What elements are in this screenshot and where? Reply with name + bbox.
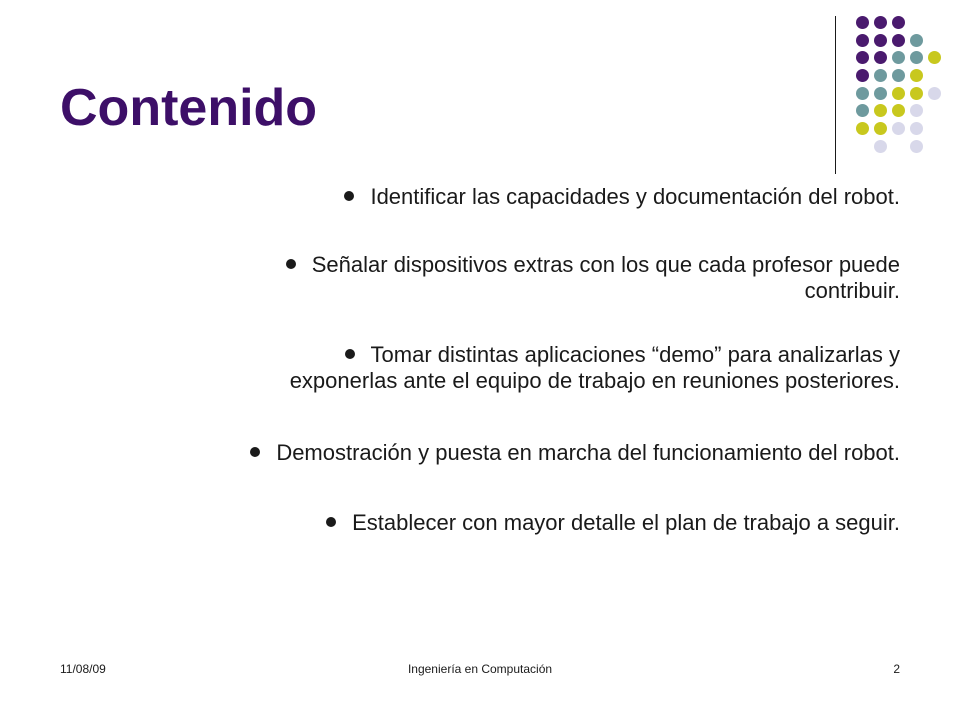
decorative-dot <box>874 122 887 135</box>
decorative-dot <box>892 69 905 82</box>
bullet-dot-icon <box>344 191 354 201</box>
bullet-dot-icon <box>326 517 336 527</box>
decorative-dot <box>856 87 869 100</box>
decorative-dot <box>928 87 941 100</box>
decorative-dot <box>910 34 923 47</box>
decorative-dot <box>874 16 887 29</box>
decorative-dot <box>910 140 923 153</box>
decorative-dot <box>892 122 905 135</box>
bullet-item <box>250 440 900 466</box>
bullet-dot-icon <box>345 349 355 359</box>
bullet-text: Establecer con mayor detalle el plan de trabajo a seguir. <box>352 510 900 535</box>
decorative-dot <box>856 16 869 29</box>
decorative-dot <box>910 69 923 82</box>
decorative-dot <box>892 34 905 47</box>
bullet-text: Tomar distintas aplicaciones “demo” para analizarlas y <box>370 342 900 367</box>
decorative-dot <box>910 51 923 64</box>
bullet-item <box>344 184 900 210</box>
bullet-item <box>326 510 900 536</box>
decorative-dot <box>892 87 905 100</box>
bullet-item <box>286 252 900 304</box>
decorative-dot <box>910 122 923 135</box>
footer-title: Ingeniería en Computación <box>407 662 553 676</box>
decorative-dot <box>856 34 869 47</box>
decorative-dot <box>874 104 887 117</box>
decorative-dot <box>928 51 941 64</box>
decorative-dot <box>874 87 887 100</box>
decorative-dot <box>874 140 887 153</box>
decorative-dot <box>910 104 923 117</box>
bullet-dot-icon <box>250 447 260 457</box>
decorative-dot <box>874 69 887 82</box>
decorative-dot <box>856 122 869 135</box>
bullet-text: Señalar dispositivos extras con los que cada profesor puede <box>311 252 900 277</box>
bullet-text: exponerlas ante el equipo de trabajo en reuniones posteriores. <box>289 368 900 393</box>
page-number: 2 <box>893 662 900 676</box>
decorative-dot <box>856 104 869 117</box>
decorative-dot <box>856 69 869 82</box>
bullet-text: Identificar las capacidades y documentación del robot. <box>370 184 900 209</box>
decorative-dot <box>892 104 905 117</box>
decorative-dot <box>874 34 887 47</box>
decorative-dot <box>892 51 905 64</box>
footer-date: 11/08/09 <box>60 662 106 676</box>
divider-line <box>835 16 836 174</box>
decorative-dot <box>892 16 905 29</box>
bullet-text: contribuir. <box>804 278 900 303</box>
decorative-dot <box>910 87 923 100</box>
decorative-dot <box>874 51 887 64</box>
bullet-text: Demostración y puesta en marcha del funcionamiento del robot. <box>276 440 900 465</box>
bullet-dot-icon <box>286 259 296 269</box>
slide-title: Contenido <box>60 79 318 137</box>
bullet-item <box>290 342 900 394</box>
decorative-dot <box>856 51 869 64</box>
